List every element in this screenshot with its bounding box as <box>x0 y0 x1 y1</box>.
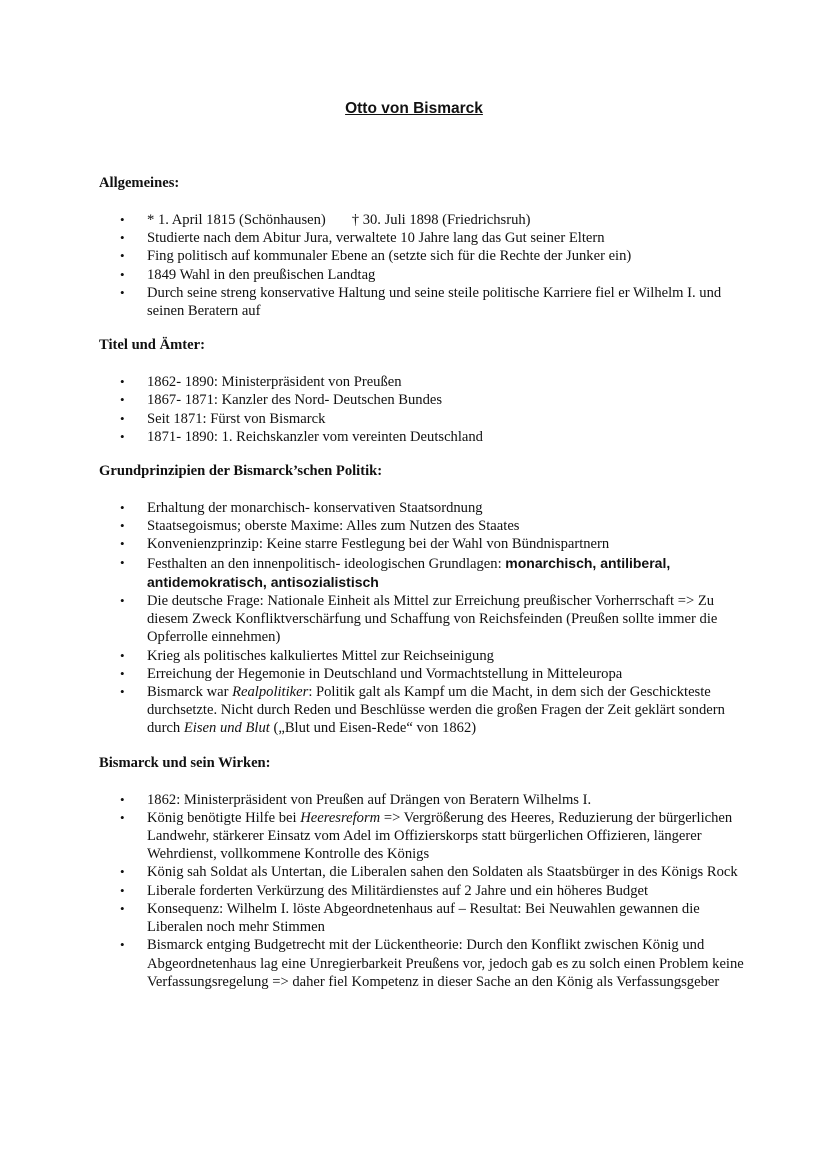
bullet-icon: • <box>120 266 125 282</box>
document-body <box>99 174 748 1007</box>
bullet-icon: • <box>120 248 125 264</box>
bullet-icon: • <box>120 500 125 516</box>
list-item-text: Die deutsche Frage: Nationale Einheit als Mittel zur Erreichung preußischer Vorherrschaft => Zu diesem Zweck Konfliktverschärfung und Schaffung von Reichsfeinden (Preußen sollte immer die Opferrolle einnehmen) <box>147 593 718 646</box>
list-item-text: 1849 Wahl in den preußischen Landtag <box>147 266 376 283</box>
italic-text: Realpolitiker <box>232 684 309 701</box>
list-item-text: Staatsegoismus; oberste Maxime: Alles zum Nutzen des Staates <box>147 518 520 535</box>
section-heading: Bismarck und sein Wirken: <box>99 754 271 771</box>
bold-text: monarchisch, antiliberal, antidemokratisch, antisozialistisch <box>147 554 671 590</box>
list-item <box>99 247 748 265</box>
bullet-list <box>99 211 748 320</box>
list-item-text: => Vergrößerung des Heeres, Reduzierung der bürgerlichen Landwehr, stärkerer Einsatz vom Adel im Offizierskorps statt bürgerlichen Offizieren, längerer Wehrdienst, vollkommene Kontrolle des Königs <box>147 809 733 863</box>
bullet-icon: • <box>120 882 125 898</box>
list-item <box>99 809 748 864</box>
bullet-icon: • <box>120 230 125 246</box>
bullet-icon: • <box>120 536 125 552</box>
list-item <box>99 936 748 991</box>
bullet-icon: • <box>120 684 125 700</box>
bullet-icon: • <box>120 428 125 444</box>
bullet-icon: • <box>120 593 125 609</box>
bullet-icon: • <box>120 518 125 534</box>
list-item-text: Fing politisch auf kommunaler Ebene an (setzte sich für die Rechte der Junker ein) <box>147 248 632 265</box>
list-item-text: Erreichung der Hegemonie in Deutschland und Vormachtstellung in Mitteleuropa <box>147 665 623 682</box>
list-item-text: Studierte nach dem Abitur Jura, verwaltete 10 Jahre lang das Gut seiner Eltern <box>147 230 605 247</box>
list-item <box>99 266 748 284</box>
list-item <box>99 791 748 809</box>
list-item <box>99 535 748 553</box>
list-item-text: Festhalten an den innenpolitisch- ideologischen Grundlagen: <box>147 555 506 572</box>
list-item-text: („Blut und Eisen-Rede“ von 1862) <box>269 720 477 737</box>
section-heading: Grundprinzipien der Bismarck’schen Politik: <box>99 463 383 480</box>
list-item <box>99 229 748 247</box>
bullet-icon: • <box>120 554 125 570</box>
list-item-text: 1862- 1890: Ministerpräsident von Preußen <box>147 374 402 391</box>
list-item <box>99 683 748 738</box>
section-grundprinzipien <box>99 462 748 738</box>
page-title: Otto von Bismarck <box>345 100 483 117</box>
section-wirken <box>99 754 748 991</box>
list-item <box>99 554 748 592</box>
bullet-list <box>99 373 748 446</box>
list-item-text: 1871- 1890: 1. Reichskanzler vom vereinten Deutschland <box>147 428 483 445</box>
list-item-text: König benötigte Hilfe bei <box>147 809 301 826</box>
list-item-text: 1867- 1871: Kanzler des Nord- Deutschen Bundes <box>147 392 443 409</box>
list-item <box>99 517 748 535</box>
death-text: † 30. Juli 1898 (Friedrichsruh) <box>351 212 531 228</box>
bullet-icon: • <box>120 937 125 953</box>
section-titel-aemter <box>99 336 748 446</box>
bullet-icon: • <box>120 374 125 390</box>
list-item-text: Konvenienzprinzip: Keine starre Festlegung bei der Wahl von Bündnispartnern <box>147 536 610 553</box>
list-item-text: Seit 1871: Fürst von Bismarck <box>147 410 326 427</box>
list-item-text: Durch seine streng konservative Haltung und seine steile politische Karriere fiel er Wilhelm I. und seinen Beratern auf <box>147 284 722 320</box>
list-item <box>99 284 748 320</box>
section-allgemeines <box>99 174 748 320</box>
list-item <box>99 592 748 647</box>
bullet-list <box>99 791 748 991</box>
list-item <box>99 211 748 229</box>
bullet-icon: • <box>120 809 125 825</box>
list-item <box>99 373 748 391</box>
list-item <box>99 900 748 936</box>
section-heading: Allgemeines: <box>99 175 180 191</box>
bullet-icon: • <box>120 410 125 426</box>
italic-text: Heeresreform <box>300 809 381 826</box>
list-item <box>99 391 748 409</box>
list-item-text: Krieg als politisches kalkuliertes Mittel zur Reichseinigung <box>147 647 494 664</box>
birth-text: * 1. April 1815 (Schönhausen) <box>147 212 326 228</box>
bullet-icon: • <box>120 900 125 916</box>
bullet-icon: • <box>120 212 125 227</box>
bullet-icon: • <box>120 284 125 300</box>
list-item-text: Erhaltung der monarchisch- konservativen Staatsordnung <box>147 500 483 517</box>
list-item <box>99 665 748 683</box>
list-item <box>99 410 748 428</box>
list-item <box>99 499 748 517</box>
list-item-text: Liberale forderten Verkürzung des Militärdienstes auf 2 Jahre und ein höheres Budget <box>147 882 649 899</box>
list-item-text: König sah Soldat als Untertan, die Liberalen sahen den Soldaten als Staatsbürger in des Königs Rock <box>147 864 738 881</box>
list-item-text: Bismarck entging Budgetrecht mit der Lückentheorie: Durch den Konflikt zwischen König und Abgeordnetenhaus lag eine Unregierbarkeit Preußens vor, jedoch gab es zu solch einen Problem keine Verfassungsregelung => daher fiel Kompetenz in dieser Sache an den König als Verfassungsgeber <box>147 937 744 990</box>
list-item-text: : Politik galt als Kampf um die Macht, in dem sich der Geschickteste durchsetzte. Nicht durch Reden und Beschlüsse werden die großen Fragen der Zeit geklärt sondern durch <box>147 684 725 737</box>
list-item <box>99 882 748 900</box>
list-item-text: Bismarck war <box>147 684 233 701</box>
list-item <box>99 428 748 446</box>
bullet-icon: • <box>120 791 125 807</box>
list-item-text: Konsequenz: Wilhelm I. löste Abgeordnetenhaus auf – Resultat: Bei Neuwahlen gewannen die Liberalen noch mehr Stimmen <box>147 900 700 936</box>
bullet-icon: • <box>120 864 125 880</box>
italic-text: Eisen und Blut <box>183 720 270 737</box>
bullet-list <box>99 499 748 738</box>
bullet-icon: • <box>120 647 125 663</box>
bullet-icon: • <box>120 392 125 408</box>
list-item-text: 1862: Ministerpräsident von Preußen auf Drängen von Beratern Wilhelms I. <box>147 791 592 808</box>
section-heading: Titel und Ämter: <box>99 337 205 354</box>
list-item <box>99 863 748 881</box>
bullet-icon: • <box>120 665 125 681</box>
list-item <box>99 647 748 665</box>
